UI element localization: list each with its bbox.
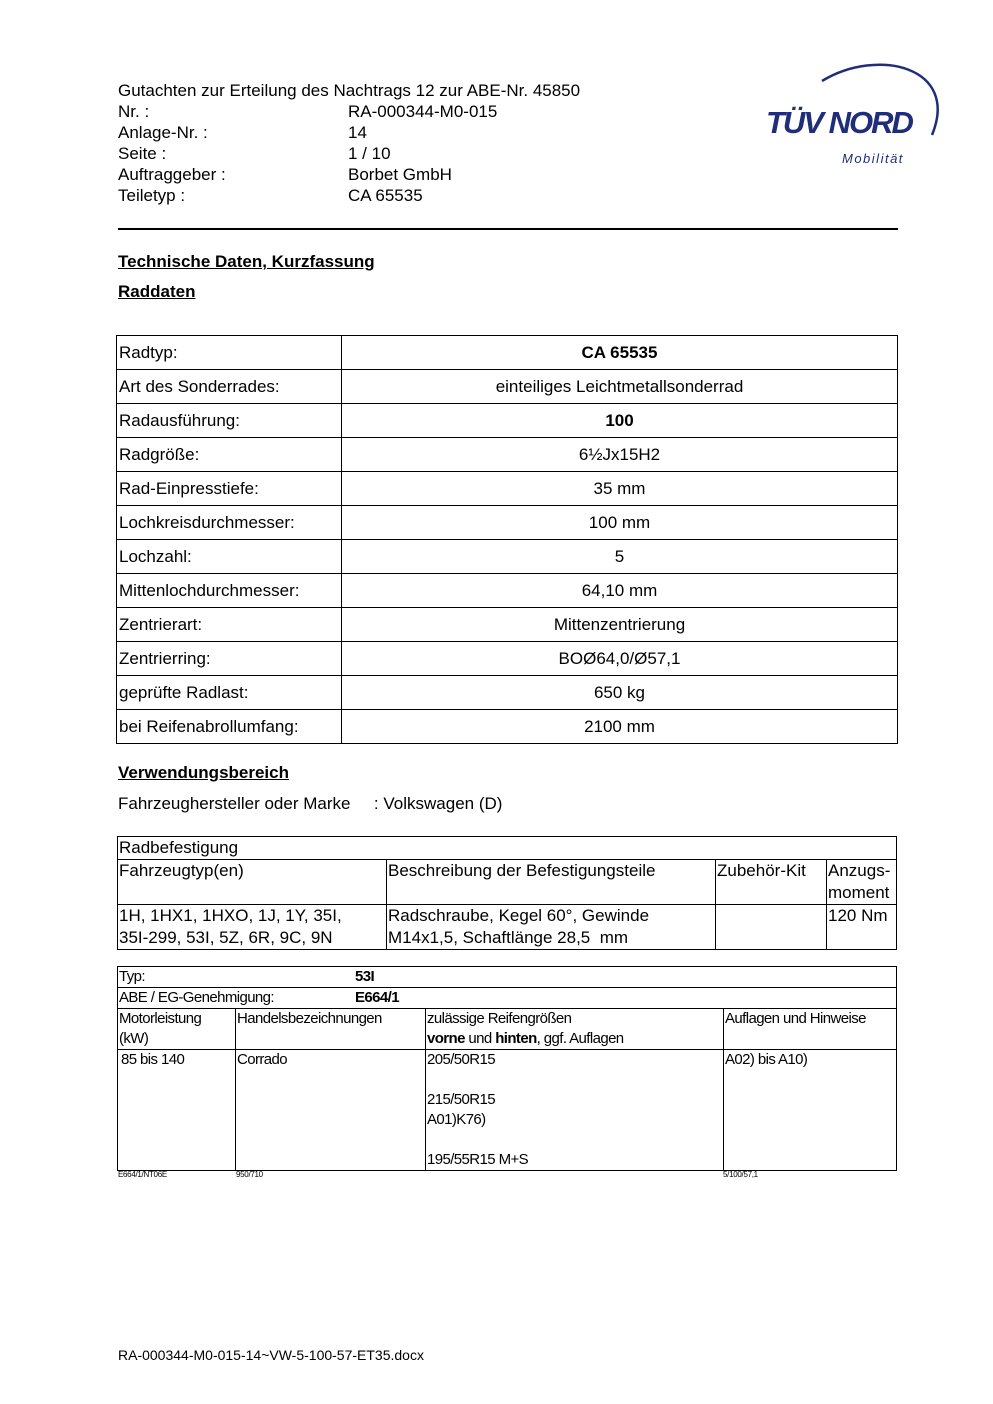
table-row [117, 336, 898, 370]
power-cell: 85 bis 140 [118, 1050, 236, 1171]
header-field [118, 164, 580, 185]
abe-row [118, 988, 897, 1009]
row-label: Mittenlochdurchmesser: [117, 574, 342, 608]
table-row [117, 472, 898, 506]
column-header [118, 1009, 236, 1050]
approval-code: E664/1/NT06E [118, 1170, 167, 1179]
typ-label: Typ: [119, 968, 145, 985]
manufacturer-separator: : [373, 794, 379, 813]
row-value: 5 [342, 540, 898, 574]
row-value: 35 mm [342, 472, 898, 506]
row-label: bei Reifenabrollumfang: [117, 710, 342, 744]
header-field-label: Anlage-Nr. : [118, 123, 208, 142]
header-field-label: Seite : [118, 144, 167, 163]
table-row [118, 905, 897, 950]
tuev-nord-logo [760, 55, 940, 170]
fastener-description-cell [387, 905, 716, 950]
file-name-footer: RA-000344-M0-015-14~VW-5-100-57-ET35.docx [118, 1347, 424, 1363]
header-field-value: Borbet GmbH [348, 165, 452, 184]
conditions-label: , ggf. Auflagen [536, 1030, 624, 1047]
header-field-value: 1 / 10 [348, 144, 391, 163]
radbefestigung-table [117, 836, 897, 950]
tire-sizes-cell [426, 1050, 724, 1171]
column-header-line: moment [828, 883, 890, 902]
notes-cell: A02) bis A10) [724, 1050, 897, 1171]
row-label: Radausführung: [117, 404, 342, 438]
row-value: 6½Jx15H2 [342, 438, 898, 472]
column-header: Beschreibung der Befestigungsteile [387, 860, 716, 905]
raddaten-table [116, 335, 898, 744]
and-label: und [464, 1030, 496, 1047]
row-label: Radtyp: [117, 336, 342, 370]
header-divider [118, 228, 898, 230]
logo-wordmark: TÜV NORD [766, 105, 912, 140]
row-label: Zentrierart: [117, 608, 342, 642]
row-label: Zentrierring: [117, 642, 342, 676]
table-row [118, 837, 897, 860]
dimension-code: 950/710 [236, 1170, 263, 1179]
row-value: 100 mm [342, 506, 898, 540]
raddaten-title: Raddaten [118, 282, 196, 301]
tire-size: 195/55R15 M+S [427, 1151, 529, 1168]
section-title: Technische Daten, Kurzfassung [118, 252, 375, 271]
row-value: CA 65535 [342, 336, 898, 370]
row-value: BOØ64,0/Ø57,1 [342, 642, 898, 676]
accessory-kit-cell [716, 905, 827, 950]
header-field-label: Nr. : [118, 102, 150, 121]
fastener-description-line: M14x1,5, Schaftlänge 28,5 mm [388, 928, 629, 947]
table-row [117, 438, 898, 472]
row-value: 64,10 mm [342, 574, 898, 608]
row-value: 650 kg [342, 676, 898, 710]
column-header-line: Anzugs- [828, 861, 891, 880]
column-header [827, 860, 897, 905]
trade-name-cell: Corrado [236, 1050, 426, 1171]
tire-size-note: A01)K76) [427, 1111, 486, 1128]
header-field-label: Teiletyp : [118, 186, 186, 205]
row-value: 2100 mm [342, 710, 898, 744]
document-header [118, 80, 580, 206]
header-field [118, 143, 580, 164]
row-label: Art des Sonderrades: [117, 370, 342, 404]
row-label: Lochzahl: [117, 540, 342, 574]
table-row [118, 967, 897, 988]
header-field [118, 101, 580, 122]
table-row [118, 988, 897, 1009]
header-field [118, 185, 580, 206]
table-row [117, 404, 898, 438]
fastener-description-line: Radschraube, Kegel 60°, Gewinde [388, 906, 650, 925]
typ-row [118, 967, 897, 988]
report-title: Gutachten zur Erteilung des Nachtrags 12 zur ABE-Nr. 45850 [118, 81, 581, 100]
vehicle-type-table [117, 966, 897, 1171]
vehicle-types-line: 1H, 1HX1, 1HXO, 1J, 1Y, 35I, [119, 906, 342, 925]
logo-subtitle: Mobilität [842, 151, 904, 166]
table-row [117, 710, 898, 744]
column-header-line: (kW) [119, 1030, 149, 1047]
row-value: 100 [342, 404, 898, 438]
typ-value: 53I [355, 968, 375, 985]
row-label: Lochkreisdurchmesser: [117, 506, 342, 540]
radbefestigung-title: Radbefestigung [118, 837, 897, 860]
header-field-label: Auftraggeber : [118, 165, 226, 184]
table-header-row [118, 860, 897, 905]
rear-label: hinten [495, 1030, 537, 1047]
row-label: geprüfte Radlast: [117, 676, 342, 710]
verwendung-title: Verwendungsbereich [118, 763, 289, 782]
table-row [117, 370, 898, 404]
column-header: Handelsbezeichnungen [236, 1009, 426, 1050]
table-row [117, 608, 898, 642]
row-label: Radgröße: [117, 438, 342, 472]
header-field-value: 14 [348, 123, 367, 142]
tire-size: 215/50R15 [427, 1091, 495, 1108]
column-header: Fahrzeugtyp(en) [118, 860, 387, 905]
bolt-pattern-code: 5/100/57,1 [723, 1170, 758, 1179]
manufacturer-label: Fahrzeughersteller oder Marke [118, 794, 351, 813]
table-row [117, 506, 898, 540]
row-label: Rad-Einpresstiefe: [117, 472, 342, 506]
vehicle-types-line: 35I-299, 53I, 5Z, 6R, 9C, 9N [119, 928, 333, 947]
tire-size: 205/50R15 [427, 1051, 495, 1068]
header-field-value: CA 65535 [348, 186, 423, 205]
column-header-line [427, 1029, 722, 1049]
column-header: Zubehör-Kit [716, 860, 827, 905]
header-field [118, 122, 580, 143]
column-header: Auflagen und Hinweise [724, 1009, 897, 1050]
table-row [117, 574, 898, 608]
table-row [118, 1050, 897, 1171]
vehicle-types-cell [118, 905, 387, 950]
column-header-line: Motorleistung [119, 1010, 202, 1027]
table-row [117, 642, 898, 676]
row-value: Mittenzentrierung [342, 608, 898, 642]
table-row [117, 540, 898, 574]
manufacturer-value: Volkswagen (D) [383, 794, 503, 813]
abe-value: E664/1 [355, 989, 399, 1006]
manufacturer-line [118, 794, 502, 814]
table-row [117, 676, 898, 710]
column-header-line: zulässige Reifengrößen [427, 1010, 572, 1027]
abe-label: ABE / EG-Genehmigung: [119, 989, 274, 1006]
header-field-value: RA-000344-M0-015 [348, 102, 498, 121]
front-label: vorne [427, 1030, 465, 1047]
torque-cell: 120 Nm [827, 905, 897, 950]
table-header-row [118, 1009, 897, 1050]
column-header [426, 1009, 724, 1050]
row-value: einteiliges Leichtmetallsonderrad [342, 370, 898, 404]
